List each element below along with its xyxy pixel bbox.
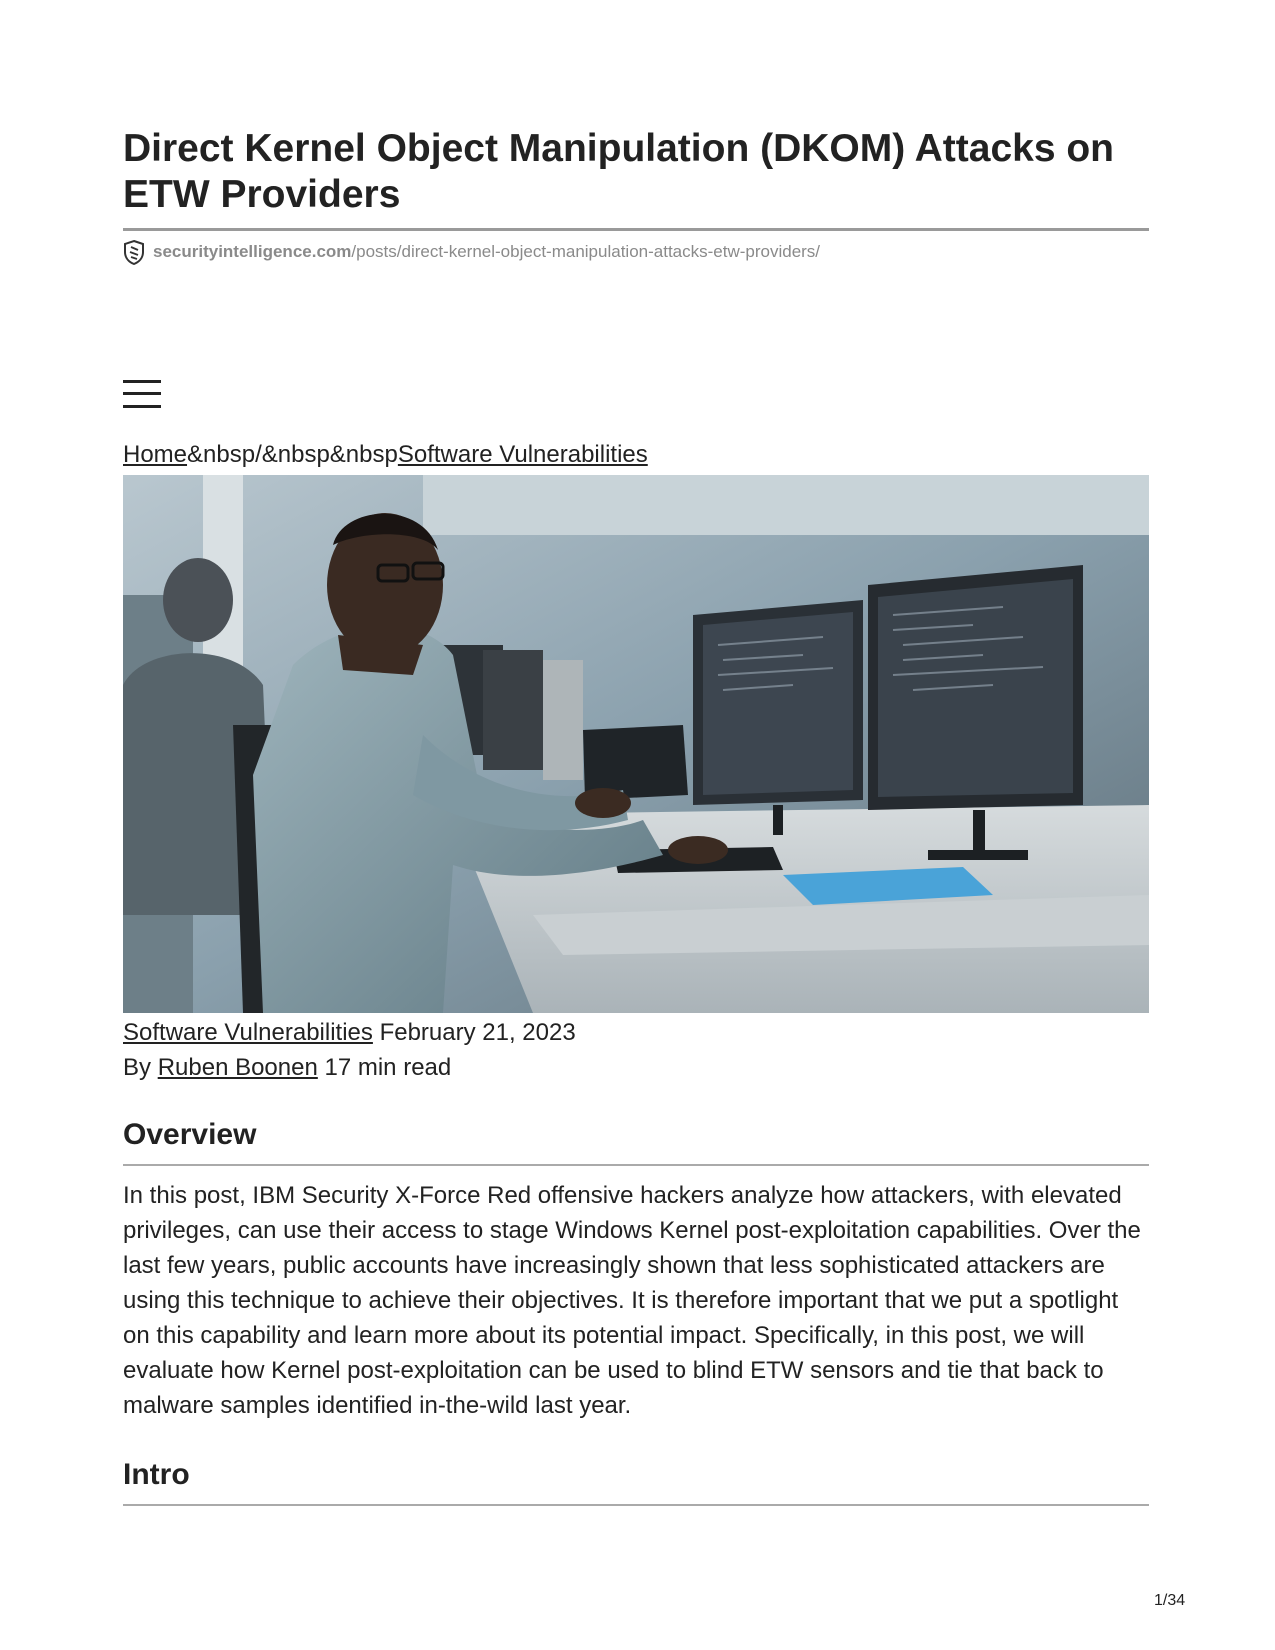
title-divider	[123, 228, 1149, 231]
byline-prefix: By	[123, 1054, 158, 1081]
meta-line-1	[123, 1015, 576, 1050]
breadcrumb-separator: &nbsp/&nbsp&nbsp	[187, 441, 398, 468]
breadcrumb-home-link[interactable]: Home	[123, 441, 188, 468]
intro-divider	[123, 1504, 1149, 1506]
read-time: 17 min read	[317, 1054, 452, 1081]
overview-heading: Overview	[123, 1118, 257, 1151]
article-meta	[123, 1015, 576, 1085]
overview-divider	[123, 1164, 1149, 1166]
page-number: 1/34	[1154, 1592, 1186, 1609]
breadcrumb	[123, 441, 648, 469]
meta-category-link[interactable]: Software Vulnerabilities	[123, 1019, 373, 1046]
publish-date: February 21, 2023	[372, 1019, 576, 1046]
breadcrumb-category-link[interactable]: Software Vulnerabilities	[397, 441, 648, 468]
meta-line-2	[123, 1050, 576, 1085]
office-workstation-photo	[123, 475, 1149, 1013]
source-url[interactable]	[123, 239, 1149, 265]
source-path: /posts/direct-kernel-object-manipulation-attacks-etw-providers/	[351, 242, 821, 261]
intro-heading: Intro	[123, 1458, 190, 1491]
hamburger-menu-icon[interactable]	[123, 380, 161, 410]
hero-image	[123, 475, 1149, 1013]
shield-icon	[123, 239, 145, 265]
article-title: Direct Kernel Object Manipulation (DKOM) Attacks on ETW Providers	[123, 127, 1114, 216]
overview-paragraph: In this post, IBM Security X-Force Red offensive hackers analyze how attackers, with elevated privileges, can use their access to stage Windows Kernel post-exploitation capabilities. Over the last few years, public accounts have increasingly shown that less sophisticated attackers are using this technique to achieve their objectives. It is therefore important that we put a spotlight on this capability and learn more about its potential impact. Specifically, in this post, we will evaluate how Kernel post-exploitation can be used to blind ETW sensors and tie that back to malware samples identified in-the-wild last year.	[123, 1182, 1141, 1419]
article-header	[123, 126, 1149, 265]
source-domain: securityintelligence.com	[153, 242, 352, 261]
author-link[interactable]: Ruben Boonen	[157, 1054, 318, 1081]
